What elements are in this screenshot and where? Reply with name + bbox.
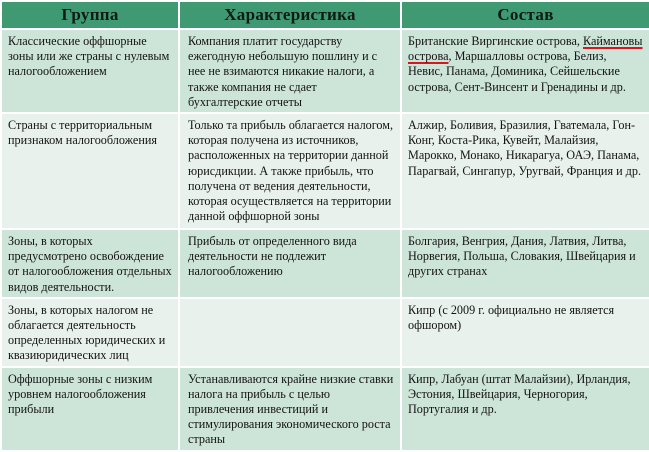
composition-text-b: , Маршалловы острова, Белиз, Невис, Панама, Доминика, Сейшельские острова, Сент-Винсент и Гренадины и др.	[408, 49, 626, 94]
cell-composition: Болгария, Венгрия, Дания, Латвия, Литва, Норвегия, Польша, Словакия, Швейцария и других странах	[401, 229, 649, 298]
cell-characteristic: Устанавливаются крайне низкие ставки налога на прибыль с целью привлечения инвестиций и стимулирования экономического роста страны	[179, 367, 401, 451]
header-group: Группа	[1, 1, 179, 29]
cell-group: Классические оффшорные зоны или же страны с нулевым налогообложением	[1, 29, 179, 113]
cell-group: Зоны, в которых предусмотрено освобождение от налогообложения отдельных видов деятельности.	[1, 229, 179, 298]
cell-group: Зоны, в которых налогом не облагается деятельность определенных юридических и квазиюридических лиц	[1, 298, 179, 367]
table-row	[1, 367, 649, 451]
cell-characteristic	[179, 298, 401, 367]
cell-characteristic: Компания платит государству ежегодную небольшую пошлину и с нее не взимаются никакие налоги, а также компания не сдает бухгалтерские отчеты	[179, 29, 401, 113]
header-characteristic: Характеристика	[179, 1, 401, 29]
table-row	[1, 298, 649, 367]
cell-composition: Алжир, Боливия, Бразилия, Гватемала, Гон-Конг, Коста-Рика, Кувейт, Малайзия, Марокко, Монако, Никарагуа, ОАЭ, Панама, Парагвай, Сингапур, Уругвай, Франция и др.	[401, 113, 649, 229]
cell-characteristic: Только та прибыль облагается налогом, которая получена из источников, расположенных на территории данной юрисдикции. А также прибыль, что получена от ведения деятельности, которая осуществляется на территории данной оффшорной зоны	[179, 113, 401, 229]
table-row	[1, 113, 649, 229]
cell-composition: Кипр, Лабуан (штат Малайзии), Ирландия, Эстония, Швейцария, Черногория, Португалия и др.	[401, 367, 649, 451]
table-row	[1, 229, 649, 298]
composition-text-a: Британские Виргинские острова,	[408, 34, 583, 48]
header-row	[1, 1, 649, 29]
cell-composition	[401, 29, 649, 113]
table-row	[1, 29, 649, 113]
cell-composition: Кипр (с 2009 г. официально не является офшором)	[401, 298, 649, 367]
cell-group: Страны с территориальным признаком налогообложения	[1, 113, 179, 229]
cell-group: Оффшорные зоны с низким уровнем налогообложения прибыли	[1, 367, 179, 451]
composition-underlined-cayman: Каймановы острова	[408, 34, 643, 64]
cell-characteristic: Прибыль от определенного вида деятельности не подлежит налогообложению	[179, 229, 401, 298]
header-composition: Состав	[401, 1, 649, 29]
